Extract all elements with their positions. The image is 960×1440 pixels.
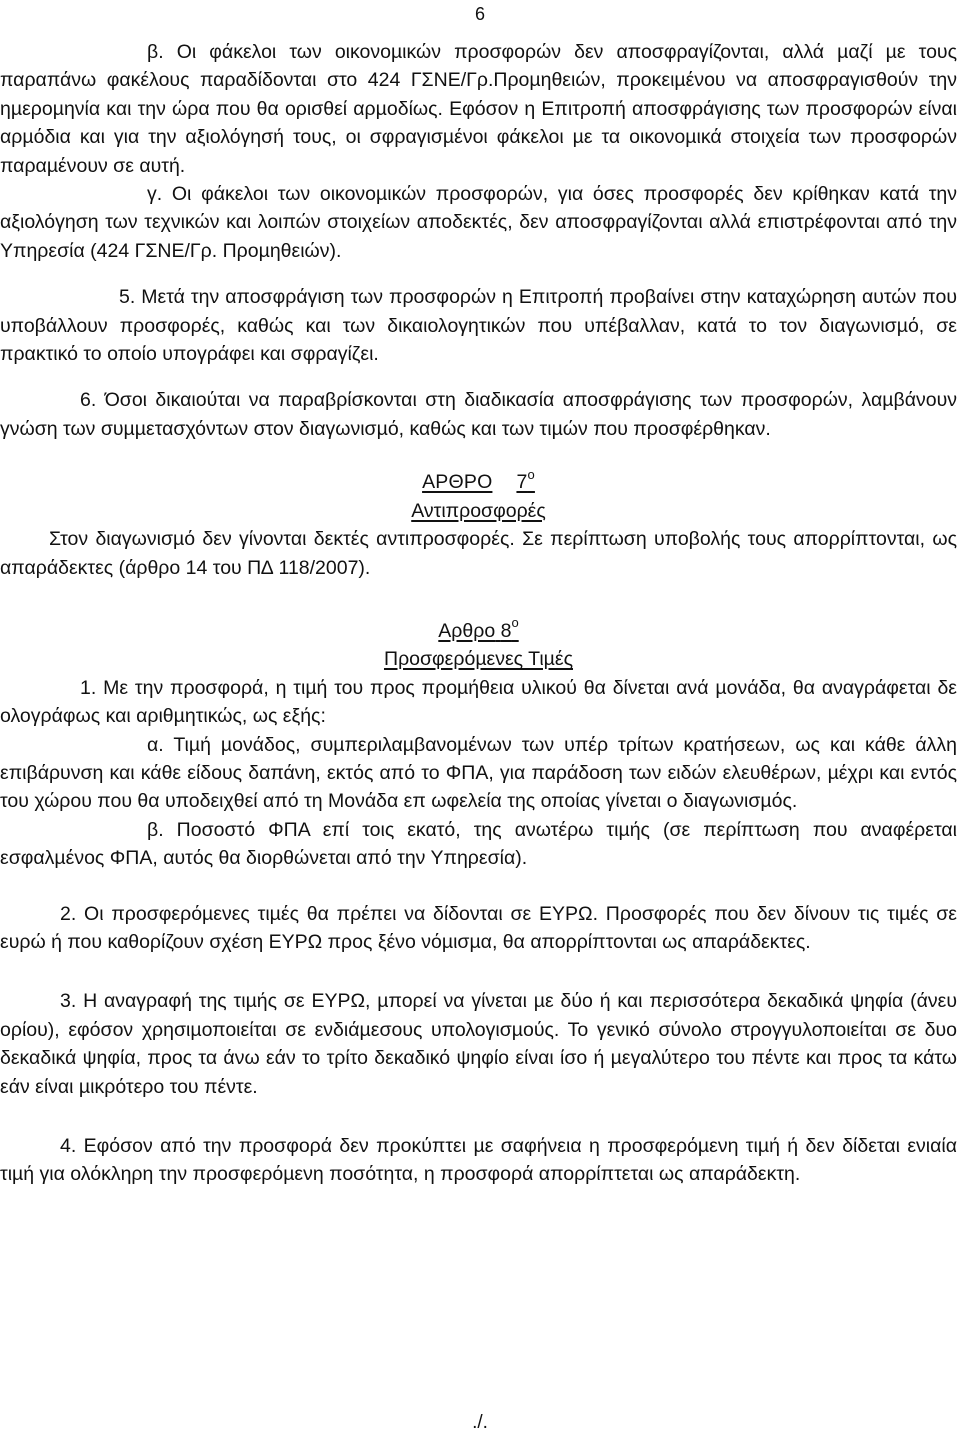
article-8-label: Αρθρο — [438, 619, 496, 642]
article-8-item-1: 1. Με την προσφορά, η τιµή του προς προµήθεια υλικού θα δίνεται ανά µονάδα, θα αναγράφεται δε ολογράφως και αριθµητικώς, ως εξής: — [0, 676, 957, 728]
article-8-title — [0, 617, 957, 645]
article-7-title — [0, 468, 957, 496]
article-7-superscript: ο — [527, 466, 535, 482]
paragraph-beta: β. Οι φάκελοι των οικονοµικών προσφορών δεν αποσφραγίζονται, αλλά µαζί µε τους παραπάνω φακέλους παραδίδονται στο 424 ΓΣΝΕ/Γρ.Προµηθειών, προκειµένου να αποσφραγισθούν την ηµεροµηνία και την ώρα που θα ορισθεί αρµοδίως. Εφόσον η Επιτροπή αποσφράγισης των προσφορών είναι αρµόδια και για την αξιολόγησή τους, οι σφραγισµένοι φάκελοι µε τα οικονοµικά στοιχεία των προσφορών παραµένουν σε αυτή. — [0, 41, 957, 177]
article-7-subtitle: Αντιπροσφορές — [411, 499, 546, 522]
paragraph-6: 6. Όσοι δικαιούται να παραβρίσκονται στη διαδικασία αποσφράγισης των προσφορών, λαµβάνουν γνώση των συµµετασχόντων στον διαγωνισµό, καθώς και των τιµών που προσφέρθηκαν. — [0, 389, 957, 440]
document-body — [0, 38, 957, 1189]
article-8-item-1a: α. Τιµή µονάδος, συµπεριλαµβανοµένων των υπέρ τρίτων κρατήσεων, ως και κάθε άλλη επιβάρυνση και κάθε είδους δαπάνη, εκτός από το ΦΠΑ, για παράδοση των ειδών ελευθέρων, µέχρι και εντός του χώρου που θα υποδειχθεί από τη Μονάδα επ ωφελεία της οποίας γίνεται ο διαγωνισµός. — [0, 733, 957, 813]
article-8-superscript: ο — [511, 615, 519, 631]
article-7-label: ΑΡΘΡΟ — [422, 471, 493, 494]
article-7-number: 7 — [516, 471, 528, 494]
article-8-number: 8 — [500, 619, 512, 642]
continuation-mark: ./. — [472, 1412, 488, 1433]
article-7-text: Στον διαγωνισµό δεν γίνονται δεκτές αντιπροσφορές. Σε περίπτωση υποβολής τους απορρίπτονται, ως απαράδεκτες (άρθρο 14 του Π∆ 118/2007). — [0, 528, 957, 579]
article-8-item-4: 4. Εφόσον από την προσφορά δεν προκύπτει µε σαφήνεια η προσφερόµενη τιµή ή δεν δίδεται ενιαία τιµή για ολόκληρη την προσφερόµενη ποσότητα, η προσφορά απορρίπτεται ως απαράδεκτη. — [0, 1135, 957, 1186]
article-8-item-1b: β. Ποσοστό ΦΠΑ επί τοις εκατό, της ανωτέρω τιµής (σε περίπτωση που αναφέρεται εσφαλµένος ΦΠΑ, αυτός θα διορθώνεται από την Υπηρεσία). — [0, 818, 957, 870]
article-8-subtitle: Προσφερόµενες Τιµές — [383, 648, 573, 671]
article-8-item-3: 3. Η αναγραφή της τιµής σε ΕΥΡΩ, µπορεί να γίνεται µε δύο ή και περισσότερα δεκαδικά ψηφία (άνευ ορίου), εφόσον χρησιµοποιείται σε ενδιάµεσους υπολογισµούς. Το γενικό σύνολο στρογγυλοποιείται σε δυο δεκαδικά ψηφία, προς τα άνω εάν το τρίτο δεκαδικό ψηφίο είναι ίσο ή µεγαλύτερο του πέντε και προς τα κάτω εάν είναι µικρότερο του πέντε. — [0, 990, 957, 1098]
paragraph-5: 5. Μετά την αποσφράγιση των προσφορών η Επιτροπή προβαίνει στην καταχώρηση αυτών που υποβάλλουν προσφορές, καθώς και των δικαιολογητικών που υπέβαλλαν, κατά το τον διαγωνισµό, σε πρακτικό το οποίο υπογράφει και σφραγίζει. — [0, 286, 957, 366]
page-number: 6 — [474, 4, 485, 24]
paragraph-gamma: γ. Οι φάκελοι των οικονοµικών προσφορών, για όσες προσφορές δεν κρίθηκαν κατά την αξιολόγηση των τεχνικών και λοιπών στοιχείων αποδεκτές, δεν αποσφραγίζονται αλλά επιστρέφονται από την Υπηρεσία (424 ΓΣΝΕ/Γρ. Προµηθειών). — [0, 183, 957, 262]
article-8-item-2: 2. Οι προσφερόµενες τιµές θα πρέπει να δίδονται σε ΕΥΡΩ. Προσφορές που δεν δίνουν τις τιµές σε ευρώ ή που καθορίζουν σχέση ΕΥΡΩ προς ξένο νόµισµα, θα απορρίπτονται ως απαράδεκτες. — [0, 902, 957, 953]
